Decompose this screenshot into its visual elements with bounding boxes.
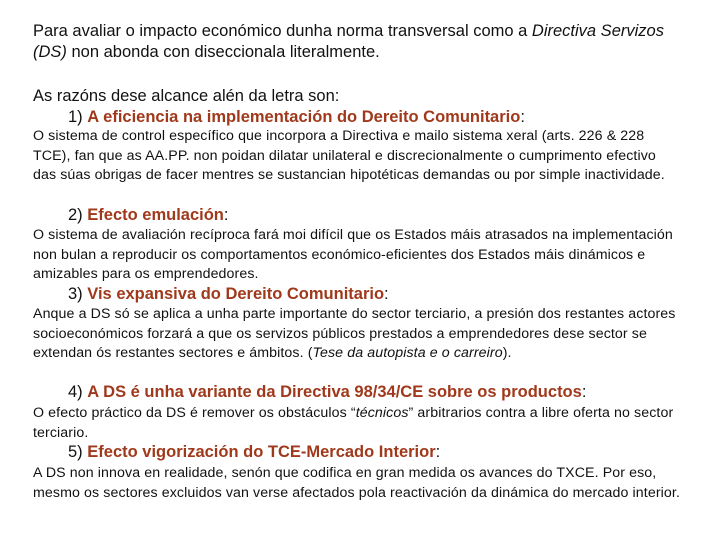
section-heading-5 xyxy=(68,443,680,462)
section-heading-1 xyxy=(68,108,680,127)
section-heading-3 xyxy=(68,285,680,304)
section-body-5: A DS non innova en realidade, senón que codifica en gran medida os avances do TXCE. Por eso, mesmo os sectores excluidos van verse afectados pola reactivación da dinámica do mercado interior. xyxy=(33,465,680,501)
section-colon: : xyxy=(223,206,229,224)
intro-text: Para avaliar o impacto económico dunha norma transversal como a xyxy=(33,22,532,40)
body-text: O efecto práctico da DS é remover os obstáculos “ xyxy=(33,405,356,421)
body-text-end: ). xyxy=(502,345,512,361)
section-number: 2) xyxy=(68,206,88,224)
body-emphasis: técnicos xyxy=(355,405,409,421)
intro-text-end: non abonda con diseccionala literalmente. xyxy=(66,43,380,61)
section-heading-4 xyxy=(68,383,680,402)
section-body-1: O sistema de control específico que incorpora a Directiva e mailo sistema xeral (arts. 226 & 228 TCE), fan que as AA.PP. non poidan dilatar unilateral e discrecionalmente o cumprimento efectivo das súas obrigas de facer mentres se sustancian hipotéticas demandas ou por simple inactividade. xyxy=(33,128,665,183)
section-number: 1) xyxy=(68,108,88,126)
body-emphasis: Tese da autopista e o carreiro xyxy=(312,345,503,361)
section-title: Efecto emulación xyxy=(87,206,224,224)
section-colon: : xyxy=(435,443,441,461)
section-number: 3) xyxy=(68,285,88,303)
section-colon: : xyxy=(520,108,525,126)
section-number: 4) xyxy=(68,383,88,401)
lead-text: As razóns dese alcance alén da letra son: xyxy=(33,87,340,105)
section-body-2: O sistema de avaliación recíproca fará moi difícil que os Estados máis atrasados na implementación non bulan a reproducir os comportamentos económico-eficientes dos Estados máis dinámicos e amizables para os emprendedores. xyxy=(33,227,673,282)
section-colon: : xyxy=(384,285,389,303)
body-text: Anque a DS só se aplica a unha parte importante do sector terciario, a presión dos restantes actores socioeconómicos forzará a que os servizos públicos prestados a emprendedores dese sector se extendan ós restantes sectores e ámbitos. ( xyxy=(33,306,676,361)
section-title: Vis expansiva do Dereito Comunitario xyxy=(87,285,385,303)
section-body-3 xyxy=(33,305,680,364)
section-colon: : xyxy=(581,383,587,401)
body-text-end: ” arbitrarios contra a libre oferta no sector terciario. xyxy=(33,405,674,441)
section-heading-2 xyxy=(68,206,680,225)
section-title: A eficiencia na implementación do Dereito Comunitario xyxy=(87,108,521,126)
intro-paragraph xyxy=(33,21,680,63)
section-title: A DS é unha variante da Directiva 98/34/CE sobre os productos xyxy=(87,383,582,401)
intro-emphasis: Directiva Servizos (DS) xyxy=(33,22,664,61)
section-title: Efecto vigorización do TCE-Mercado Interior xyxy=(87,443,436,461)
section-number: 5) xyxy=(68,443,88,461)
section-body-4 xyxy=(33,404,680,443)
